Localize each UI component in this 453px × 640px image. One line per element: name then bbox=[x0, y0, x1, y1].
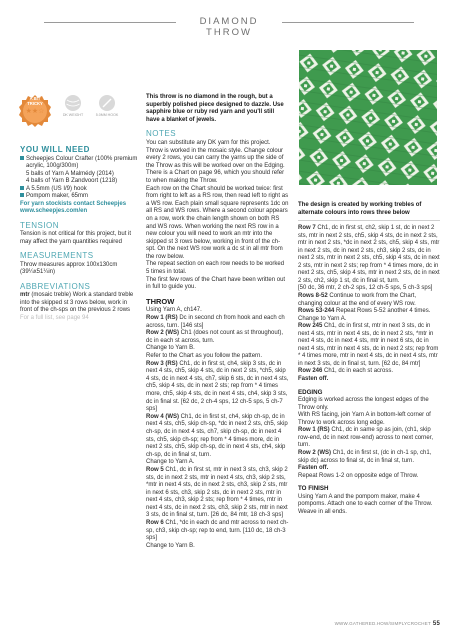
materials-item: Pompom maker, 65mm bbox=[20, 193, 140, 201]
difficulty-stars: ★★☆ bbox=[25, 108, 45, 115]
pattern-row: Row 2 (WS) Ch1 (does not count as st throughout), dc in each st across, turn. bbox=[146, 330, 284, 344]
caption-divider bbox=[298, 220, 440, 221]
pattern-line: Repeat Rows 1-2 on opposite edge of Throw. bbox=[298, 472, 419, 479]
pattern-row: Rows 53-244 Repeat Rows 5-52 another 4 times. bbox=[298, 308, 431, 315]
running-header bbox=[0, 16, 453, 38]
hook-size-label: 5.0MM HOOK bbox=[95, 113, 119, 117]
diamond-pattern-image bbox=[299, 50, 437, 185]
yarn-weight-label: DK WEIGHT bbox=[62, 113, 84, 117]
bullet-square-icon bbox=[20, 186, 24, 190]
difficulty-badge bbox=[18, 94, 52, 128]
difficulty-label: A BIT TRICKY bbox=[27, 96, 43, 106]
pattern-line: Using Yarn A and the pompom maker, make 4 pompoms. Attach one to each corner of the Throw. bbox=[298, 493, 433, 508]
pattern-row: Row 4 (WS) Ch1, dc in first st, ch4, skip ch-sp, dc in next 4 sts, ch5, skip ch-sp, *dc in next 2 sts, ch5, skip ch-sp, dc in next 4 sts, ch7, skip ch-sp, dc in next 4 sts, ch5, skip ch-sp; rep from * 4 times more, dc in next 2 sts, ch5, skip ch-sp, dc in next 4 sts, ch4, skip ch-sp, dc in final st, turn. bbox=[146, 413, 288, 458]
header-rule-left bbox=[44, 22, 176, 23]
pattern-row: Row 6 Ch1, *dc in each dc and mtr across to next ch-sp, ch3, skip ch-sp; rep to end, turn. [110 dc, 18 ch-3 sps] bbox=[146, 520, 289, 542]
yarn-weight-info bbox=[58, 94, 88, 117]
you-will-need-heading: YOU WILL NEED bbox=[20, 145, 90, 154]
pattern-line: Change to Yarn B. bbox=[146, 542, 195, 549]
fasten-off: Fasten off. bbox=[298, 465, 329, 472]
middle-column bbox=[146, 94, 289, 550]
to-finish-heading: TO FINISH bbox=[298, 485, 329, 493]
pattern-line: Change to Yarn B. bbox=[146, 345, 195, 352]
crochet-hook-icon bbox=[98, 94, 116, 112]
pattern-row: Row 1 (RS) Ch1, dc in same sp as join, (ch1, skip row-end, dc in next row-end) across to next corner, turn. bbox=[298, 427, 434, 449]
footer-url[interactable]: WWW.GATHERED.HOW/SIMPLYCROCHET bbox=[334, 621, 431, 626]
pattern-line: Edging is worked across the longest edges of the Throw only. bbox=[298, 397, 429, 411]
measurements-heading: MEASUREMENTS bbox=[20, 251, 94, 260]
pattern-line: [50 dc, 36 mtr, 2 ch-2 sps, 12 ch-5 sps, 5 ch-3 sps] bbox=[298, 285, 433, 292]
pattern-row: Row 2 (WS) Ch1, dc in first st, (dc in ch-1 sp, ch1, skip dc) across to final st, dc in final st, turn. bbox=[298, 449, 432, 464]
pattern-row: Row 3 (RS) Ch1, dc in first st, ch4, skip 3 sts, dc in next 4 sts, ch5, skip 4 sts, dc in next 2 sts, *ch5, skip 4 sts, dc in next 4 sts, ch7, skip 6 sts, dc in next 4 sts, ch5, skip 4 sts, dc in next 2 sts; rep from * 4 times more, ch5, skip 4 sts, dc in next 4 sts, ch4, skip 3 sts, dc in final st. [62 dc, 2 ch-4 sps, 12 ch-5 sps, 5 ch-7 sps] bbox=[146, 360, 289, 413]
notes-para: Each row on the Chart should be worked twice: first from right to left as a RS row, then read left to right as a WS row. Each plain small square represents 1dc on all RS and WS rows. Where a second colour appears on a row, work the chain length shown on both RS and WS rows. When working the next RS row in a new colour you will need to work an mtr into the skipped st 3 rows below, working in front of the ch-spt. On the next WS row work a dc st in all mtr from the row below. bbox=[146, 185, 289, 260]
pattern-line: Weave in all ends. bbox=[298, 508, 347, 515]
right-column bbox=[298, 200, 440, 516]
tension-text: Tension is not critical for this project, but it may affect the yarn quantities required bbox=[20, 231, 132, 245]
abbreviations-heading: ABBREVIATIONS bbox=[20, 281, 91, 291]
notes-para: There is a Chart on page 96, which you should refer to when making the Throw. bbox=[146, 170, 285, 184]
pattern-line: Change to Yarn A. bbox=[146, 459, 195, 466]
photo-caption: The design is created by working trebles of alternate colours into rows three below bbox=[298, 202, 422, 216]
pattern-row: Row 7 Ch1, dc in first st, ch2, skip 1 st, dc in next 2 sts, mtr in next 2 sts, ch5, skip 4 sts, dc in next 2 sts, mtr in next 2 sts, *dc in next 2 sts, ch5, skip 4 sts, mtr in next 2 sts, dc in next 2 sts, ch3, skip 2 sts, dc in next 2 sts, mtr in next 2 sts, ch5, skip 4 sts, dc in next 2 sts, mtr in next 2 sts; rep from * 4 times more, dc in next 2 sts, ch5, skip 4 sts, mtr in next 2 sts, dc in next 2 sts, ch2, skip 1 st, dc in final st, turn. bbox=[298, 225, 440, 284]
materials-item: A 5.5mm (US I/9) hook bbox=[20, 186, 140, 194]
pattern-line: Change to Yarn A. bbox=[298, 315, 347, 322]
header-rule-right bbox=[282, 22, 414, 23]
throw-heading: THROW bbox=[146, 296, 175, 306]
intro-text: This throw is no diamond in the rough, but a superbly polished piece designed to dazzle. Use sapphire blue or ruby red yarn and you'll still have a blanket of jewels. bbox=[146, 94, 284, 123]
materials-list bbox=[20, 156, 140, 201]
pattern-line: With RS facing, join Yarn A in bottom-left corner of Throw to work across long edge. bbox=[298, 412, 431, 426]
page-title: DIAMOND THROW bbox=[199, 16, 259, 38]
pattern-line: Refer to the Chart as you follow the pattern. bbox=[146, 353, 263, 359]
notes-para: You can substitute any DK yarn for this project. bbox=[146, 139, 271, 146]
pattern-row: Rows 8-52 Continue to work from the Chart, changing colour at the end of every WS row. bbox=[298, 293, 417, 307]
notes-heading: NOTES bbox=[146, 129, 177, 139]
bullet-square-icon bbox=[20, 156, 24, 160]
hook-size-info bbox=[92, 94, 122, 117]
notes-para: Throw is worked in the mosaic style. Change colour every 2 rows, you can carry the yarns up the side of the Throw as this will be worked over on the Edging. bbox=[146, 147, 285, 169]
abbreviation-more: For a full list, see page 94 bbox=[20, 314, 89, 321]
tension-heading: TENSION bbox=[20, 220, 60, 230]
stockists-label: For yarn stockists contact Scheepjes bbox=[20, 200, 127, 207]
materials-item: Scheepjes Colour Crafter (100% premium acrylic, 100g/300m) bbox=[20, 156, 140, 171]
pattern-row: Row 246 Ch1, dc in each st across. bbox=[298, 368, 394, 375]
pattern-row: Row 245 Ch1, dc in first st, mtr in next 3 sts, dc in next 4 sts, mtr in next 4 sts, dc in next 2 sts, *mtr in next 4 sts, dc in next 4 sts, mtr in next 6 sts, dc in next 4 sts, mtr in next 4 sts, dc in next 2 sts; rep from * 4 times more, mtr in next 4 sts, dc in next 4 sts, mtr in next 3 sts, dc in final st, turn. [62 dc, 84 mtr] bbox=[298, 323, 439, 367]
abbreviation-entry: mtr (mosaic treble) Work a standard treble into the skipped st 3 rows below, work in front of the ch-sps on the previous 2 rows bbox=[20, 292, 134, 313]
difficulty-badges bbox=[18, 94, 128, 130]
materials-item: 4 balls of Yarn B Zandvoort (1218) bbox=[26, 178, 118, 184]
pattern-row: Row 5 Ch1, dc in first st, mtr in next 3 sts, ch3, skip 2 sts, dc in next 2 sts, mtr in next 4 sts, ch3, skip 2 sts, *mtr in next 4 sts, dc in next 2 sts, ch3, skip 2 sts, mtr in next 6 sts, ch3, skip 2 sts, dc in next 2 sts, mtr in next 4 sts, ch3, skip 2 sts; rep from * 4 times, mtr in next 4 sts, dc in next 2 sts, ch3, skip 2 sts, mtr in next 3 sts, dc in final st, turn. [26 dc, 84 mtr, 18 ch-3 sps] bbox=[146, 466, 288, 519]
page-footer bbox=[200, 621, 440, 627]
throw-photo bbox=[299, 50, 437, 185]
measurements-text: Throw measures approx 100x130cm (39¼x51¼in) bbox=[20, 261, 118, 275]
yarn-ball-icon bbox=[64, 94, 82, 112]
notes-para: The repeat section on each row needs to be worked 5 times in total. bbox=[146, 261, 285, 276]
pattern-line: Using Yarn A, ch147. bbox=[146, 307, 202, 314]
notes-para: The first few rows of the Chart have been written out in full to guide you. bbox=[146, 276, 286, 291]
stockists-link[interactable]: www.scheepjes.com/en bbox=[20, 208, 88, 214]
left-column bbox=[20, 140, 140, 322]
materials-item: 5 balls of Yarn A Malmédy (2014) bbox=[26, 170, 114, 177]
page-number: 55 bbox=[432, 621, 440, 627]
bullet-square-icon bbox=[20, 193, 24, 197]
fasten-off: Fasten off. bbox=[298, 376, 329, 383]
pattern-row: Row 1 (RS) Dc in second ch from hook and each ch across, turn. [146 sts] bbox=[146, 315, 285, 329]
edging-heading: EDGING bbox=[298, 388, 323, 396]
